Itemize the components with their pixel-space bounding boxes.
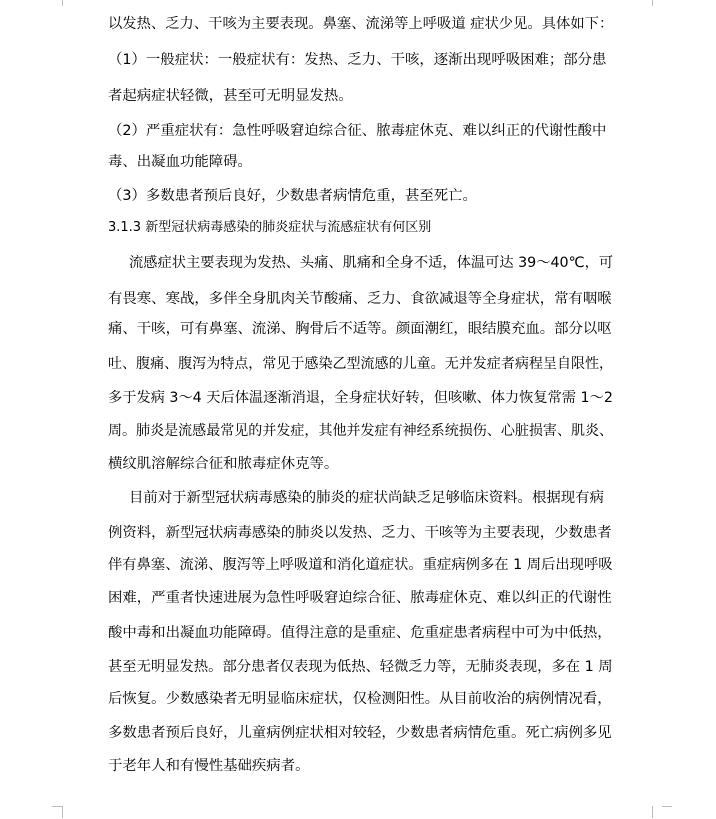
text-line: 酸中毒和出凝血功能障碍。值得注意的是重症、危重症患者病程中可为中低热， bbox=[108, 625, 612, 641]
text-line: 有畏寒、寒战，多伴全身肌肉关节酸痛、乏力、食欲减退等全身症状，常有咽喉 bbox=[108, 291, 612, 307]
paragraph-first-line: 流感症状主要表现为发热、头痛、肌痛和全身不适，体温可达 39～40℃，可 bbox=[129, 255, 614, 271]
text-line: 于老年人和有慢性基础疾病者。 bbox=[108, 758, 310, 774]
text-line: 伴有鼻塞、流涕、腹泻等上呼吸道和消化道症状。重症病例多在 1 周后出现呼吸 bbox=[108, 557, 613, 573]
text-line: 甚至无明显发热。部分患者仅表现为低热、轻微乏力等，无肺炎表现，多在 1 周 bbox=[108, 659, 613, 675]
page-corner-mark-top-left bbox=[52, 0, 63, 6]
text-line: 困难，严重者快速进展为急性呼吸窘迫综合征、脓毒症休克、难以纠正的代谢性 bbox=[108, 590, 612, 606]
text-line: 吐、腹痛、腹泻为特点，常见于感染乙型流感的儿童。无并发症者病程呈自限性， bbox=[108, 356, 614, 372]
text-line: 以发热、乏力、干咳为主要表现。鼻塞、流涕等上呼吸道 症状少见。具体如下： bbox=[108, 16, 614, 32]
text-line: 毒、出凝血功能障碍。 bbox=[108, 154, 252, 170]
text-line: 者起病症状轻微，甚至可无明显发热。 bbox=[108, 88, 353, 104]
text-line: 周。肺炎是流感最常见的并发症，其他并发症有神经系统损伤、心脏损害、肌炎、 bbox=[108, 423, 614, 439]
text-line: 例资料，新型冠状病毒感染的肺炎以发热、乏力、干咳等为主要表现，少数患者 bbox=[108, 525, 612, 541]
text-line: （2）严重症状有：急性呼吸窘迫综合征、脓毒症休克、难以纠正的代谢性酸中 bbox=[108, 123, 607, 139]
text-line: 横纹肌溶解综合征和脓毒症休克等。 bbox=[108, 456, 339, 472]
page-corner-mark-top-right bbox=[652, 0, 663, 6]
text-line: （3）多数患者预后良好，少数患者病情危重，甚至死亡。 bbox=[108, 188, 477, 204]
paragraph-first-line: 目前对于新型冠状病毒感染的肺炎的症状尚缺乏足够临床资料。根据现有病 bbox=[129, 490, 604, 506]
text-line: 多于发病 3～4 天后体温逐渐消退，全身症状好转，但咳嗽、体力恢复常需 1～2 bbox=[108, 390, 613, 406]
page-corner-mark-bottom-left-horizontal bbox=[52, 806, 62, 819]
text-line: 后恢复。少数感染者无明显临床症状，仅检测阳性。从目前收治的病例情况看， bbox=[108, 691, 612, 707]
text-line: （1）一般症状：一般症状有：发热、乏力、干咳，逐渐出现呼吸困难；部分患 bbox=[108, 52, 607, 68]
page-corner-mark-bottom-right-horizontal bbox=[662, 806, 672, 819]
section-heading: 3.1.3 新型冠状病毒感染的肺炎症状与流感症状有何区别 bbox=[108, 220, 432, 235]
text-line: 多数患者预后良好，儿童病例症状相对较轻，少数患者病情危重。死亡病例多见 bbox=[108, 725, 612, 741]
text-line: 痛、干咳，可有鼻塞、流涕、胸骨后不适等。颜面潮红，眼结膜充血。部分以呕 bbox=[108, 321, 612, 337]
